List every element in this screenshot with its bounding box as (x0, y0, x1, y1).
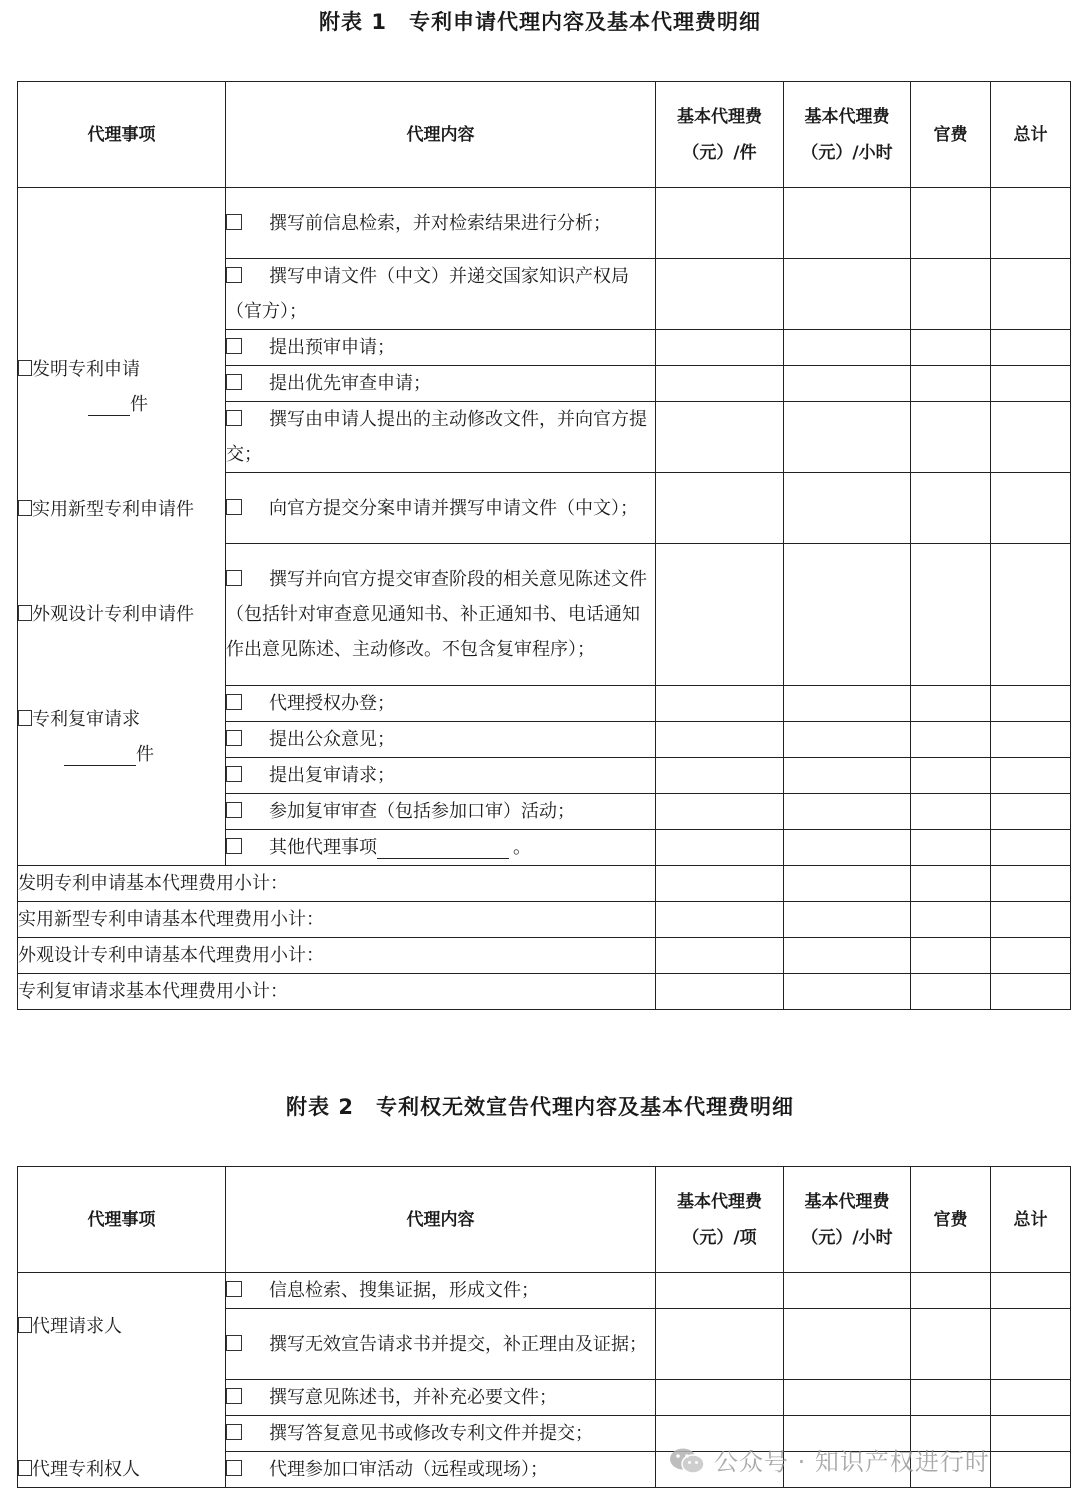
wechat-icon (668, 1446, 706, 1476)
fee-cell[interactable] (656, 686, 784, 722)
checkbox-icon[interactable] (226, 410, 242, 426)
total-cell[interactable] (991, 402, 1071, 473)
checkbox-icon[interactable] (226, 694, 242, 710)
hour-fee-cell[interactable] (784, 402, 911, 473)
table1-title-text: 专利申请代理内容及基本代理费明细 (408, 10, 761, 34)
content-cell[interactable]: 提出优先审查申请； (226, 366, 656, 402)
fee-cell[interactable] (656, 830, 784, 866)
official-fee-cell[interactable] (911, 938, 991, 974)
content-cell[interactable]: 向官方提交分案申请并撰写申请文件（中文）； (226, 473, 656, 544)
total-cell[interactable] (991, 366, 1071, 402)
fee-cell[interactable] (656, 902, 784, 938)
content-cell[interactable]: 参加复审审查（包括参加口审）活动； (226, 794, 656, 830)
checkbox-icon[interactable] (226, 802, 242, 818)
official-fee-cell[interactable] (911, 722, 991, 758)
table1-items-cell (18, 188, 226, 866)
subtotal-row (18, 938, 1071, 974)
content-cell[interactable]: 提出公众意见； (226, 722, 656, 758)
header-content: 代理内容 (226, 82, 656, 188)
watermark (668, 1442, 990, 1477)
checkbox-icon[interactable] (18, 360, 32, 376)
official-fee-cell[interactable] (911, 866, 991, 902)
total-cell[interactable] (991, 830, 1071, 866)
checkbox-icon[interactable] (226, 1460, 242, 1476)
checkbox-icon[interactable] (226, 1388, 242, 1404)
total-cell[interactable] (991, 330, 1071, 366)
header-content: 代理内容 (226, 1167, 656, 1273)
table-row (18, 188, 1071, 259)
official-fee-cell[interactable] (911, 830, 991, 866)
total-cell[interactable] (991, 866, 1071, 902)
checkbox-icon[interactable] (18, 605, 32, 621)
checkbox-icon[interactable] (226, 1335, 242, 1351)
count-reexamination[interactable]: 件 (18, 737, 225, 772)
header-total: 总计 (991, 82, 1071, 188)
header-total: 总计 (991, 1167, 1071, 1273)
checkbox-icon[interactable] (226, 267, 242, 283)
hour-fee-cell[interactable] (784, 544, 911, 686)
checkbox-icon[interactable] (226, 730, 242, 746)
fee-cell[interactable] (656, 974, 784, 1010)
official-fee-cell[interactable] (911, 1309, 991, 1380)
hour-fee-cell[interactable] (784, 902, 911, 938)
header-fee-per-hour: 基本代理费（元）/小时 (784, 1167, 911, 1273)
checkbox-icon[interactable] (18, 1460, 32, 1476)
header-item: 代理事项 (18, 82, 226, 188)
fee-cell[interactable] (656, 1309, 784, 1380)
header-official-fee: 官费 (911, 1167, 991, 1273)
header-fee-per-unit: 基本代理费（元）/项 (656, 1167, 784, 1273)
subtotal-row (18, 974, 1071, 1010)
content-cell[interactable]: 撰写由申请人提出的主动修改文件，并向官方提交； (226, 402, 656, 473)
count-blank[interactable] (64, 745, 136, 766)
header-fee-per-hour: 基本代理费（元）/小时 (784, 82, 911, 188)
total-cell[interactable] (991, 259, 1071, 330)
total-cell[interactable] (991, 794, 1071, 830)
fee-cell[interactable] (656, 1273, 784, 1309)
content-cell[interactable]: 提出预审申请； (226, 330, 656, 366)
table1-number: 附表 1 (319, 10, 387, 34)
item-reexamination[interactable]: 专利复审请求 (18, 702, 225, 737)
official-fee-cell[interactable] (911, 1273, 991, 1309)
hour-fee-cell[interactable] (784, 473, 911, 544)
official-fee-cell[interactable] (911, 188, 991, 259)
fee-cell[interactable] (656, 188, 784, 259)
fee-cell[interactable] (656, 330, 784, 366)
total-cell[interactable] (991, 902, 1071, 938)
hour-fee-cell[interactable] (784, 830, 911, 866)
subtotal-label: 实用新型专利申请基本代理费用小计： (18, 902, 656, 938)
hour-fee-cell[interactable] (784, 794, 911, 830)
official-fee-cell[interactable] (911, 686, 991, 722)
checkbox-icon[interactable] (226, 499, 242, 515)
total-cell[interactable] (991, 686, 1071, 722)
fee-cell[interactable] (656, 259, 784, 330)
total-cell[interactable] (991, 544, 1071, 686)
item-invention[interactable]: 发明专利申请 (18, 352, 225, 387)
content-cell[interactable]: 撰写申请文件（中文）并递交国家知识产权局（官方）； (226, 259, 656, 330)
official-fee-cell[interactable] (911, 902, 991, 938)
hour-fee-cell[interactable] (784, 188, 911, 259)
hour-fee-cell[interactable] (784, 758, 911, 794)
checkbox-icon[interactable] (226, 1281, 242, 1297)
total-cell[interactable] (991, 722, 1071, 758)
fee-cell[interactable] (656, 722, 784, 758)
content-cell[interactable]: 代理授权办登； (226, 686, 656, 722)
subtotal-row (18, 902, 1071, 938)
checkbox-icon[interactable] (226, 338, 242, 354)
total-cell[interactable] (991, 1309, 1071, 1380)
table2-number: 附表 2 (286, 1095, 354, 1119)
subtotal-label: 发明专利申请基本代理费用小计： (18, 866, 656, 902)
hour-fee-cell[interactable] (784, 330, 911, 366)
total-cell[interactable] (991, 473, 1071, 544)
checkbox-icon[interactable] (226, 374, 242, 390)
subtotal-label: 外观设计专利申请基本代理费用小计： (18, 938, 656, 974)
official-fee-cell[interactable] (911, 330, 991, 366)
checkbox-icon[interactable] (226, 1424, 242, 1440)
hour-fee-cell[interactable] (784, 866, 911, 902)
table2-items-cell (18, 1273, 226, 1488)
other-items-blank[interactable] (377, 838, 509, 859)
content-cell[interactable]: 代理参加口审活动（远程或现场）； (226, 1452, 656, 1488)
checkbox-icon[interactable] (226, 570, 242, 586)
table1-header-row (18, 82, 1071, 188)
official-fee-cell[interactable] (911, 1380, 991, 1416)
total-cell[interactable] (991, 1416, 1071, 1452)
hour-fee-cell[interactable] (784, 259, 911, 330)
checkbox-icon[interactable] (18, 1317, 32, 1333)
fee-cell[interactable] (656, 938, 784, 974)
official-fee-cell[interactable] (911, 544, 991, 686)
fee-cell[interactable] (656, 402, 784, 473)
checkbox-icon[interactable] (226, 766, 242, 782)
total-cell[interactable] (991, 758, 1071, 794)
fee-cell[interactable] (656, 1380, 784, 1416)
content-cell[interactable]: 撰写意见陈述书，并补充必要文件； (226, 1380, 656, 1416)
total-cell[interactable] (991, 188, 1071, 259)
item-utility-model[interactable]: 实用新型专利申请件 (18, 492, 225, 527)
content-cell[interactable]: 其他代理事项 。 (226, 830, 656, 866)
count-invention[interactable]: 件 (18, 387, 225, 422)
official-fee-cell[interactable] (911, 366, 991, 402)
official-fee-cell[interactable] (911, 758, 991, 794)
total-cell[interactable] (991, 1452, 1071, 1488)
fee-cell[interactable] (656, 758, 784, 794)
content-cell[interactable]: 撰写并向官方提交审查阶段的相关意见陈述文件（包括针对审查意见通知书、补正通知书、电话通知作出意见陈述、主动修改。不包含复审程序）； (226, 544, 656, 686)
checkbox-icon[interactable] (226, 214, 242, 230)
hour-fee-cell[interactable] (784, 1273, 911, 1309)
content-cell[interactable]: 撰写前信息检索，并对检索结果进行分析； (226, 188, 656, 259)
table2-header-row (18, 1167, 1071, 1273)
official-fee-cell[interactable] (911, 402, 991, 473)
official-fee-cell[interactable] (911, 259, 991, 330)
hour-fee-cell[interactable] (784, 1380, 911, 1416)
fee-cell[interactable] (656, 794, 784, 830)
official-fee-cell[interactable] (911, 473, 991, 544)
official-fee-cell[interactable] (911, 974, 991, 1010)
header-official-fee: 官费 (911, 82, 991, 188)
table2 (17, 1166, 1071, 1488)
fee-cell[interactable] (656, 866, 784, 902)
subtotal-label: 专利复审请求基本代理费用小计： (18, 974, 656, 1010)
total-cell[interactable] (991, 938, 1071, 974)
content-cell[interactable]: 信息检索、搜集证据，形成文件； (226, 1273, 656, 1309)
subtotal-row (18, 866, 1071, 902)
count-blank[interactable] (88, 395, 130, 416)
table2-title-text: 专利权无效宣告代理内容及基本代理费明细 (375, 1095, 794, 1119)
content-cell[interactable]: 撰写无效宣告请求书并提交，补正理由及证据； (226, 1309, 656, 1380)
header-item: 代理事项 (18, 1167, 226, 1273)
item-patentee[interactable]: 代理专利权人 (18, 1452, 225, 1487)
table1 (17, 81, 1071, 1010)
checkbox-icon[interactable] (18, 500, 32, 516)
fee-cell[interactable] (656, 544, 784, 686)
content-cell[interactable]: 提出复审请求； (226, 758, 656, 794)
checkbox-icon[interactable] (226, 838, 242, 854)
hour-fee-cell[interactable] (784, 366, 911, 402)
content-cell[interactable]: 撰写答复意见书或修改专利文件并提交； (226, 1416, 656, 1452)
official-fee-cell[interactable] (911, 794, 991, 830)
item-design[interactable]: 外观设计专利申请件 (18, 597, 225, 632)
table-row (18, 1273, 1071, 1309)
hour-fee-cell[interactable] (784, 938, 911, 974)
table1-title (0, 6, 1080, 36)
total-cell[interactable] (991, 1273, 1071, 1309)
item-requester[interactable]: 代理请求人 (18, 1309, 225, 1344)
hour-fee-cell[interactable] (784, 1309, 911, 1380)
watermark-text: 公众号 · 知识产权进行时 (714, 1448, 990, 1476)
fee-cell[interactable] (656, 473, 784, 544)
hour-fee-cell[interactable] (784, 722, 911, 758)
total-cell[interactable] (991, 974, 1071, 1010)
total-cell[interactable] (991, 1380, 1071, 1416)
checkbox-icon[interactable] (18, 710, 32, 726)
hour-fee-cell[interactable] (784, 974, 911, 1010)
header-fee-per-unit: 基本代理费（元）/件 (656, 82, 784, 188)
hour-fee-cell[interactable] (784, 686, 911, 722)
table2-title (0, 1091, 1080, 1121)
fee-cell[interactable] (656, 366, 784, 402)
